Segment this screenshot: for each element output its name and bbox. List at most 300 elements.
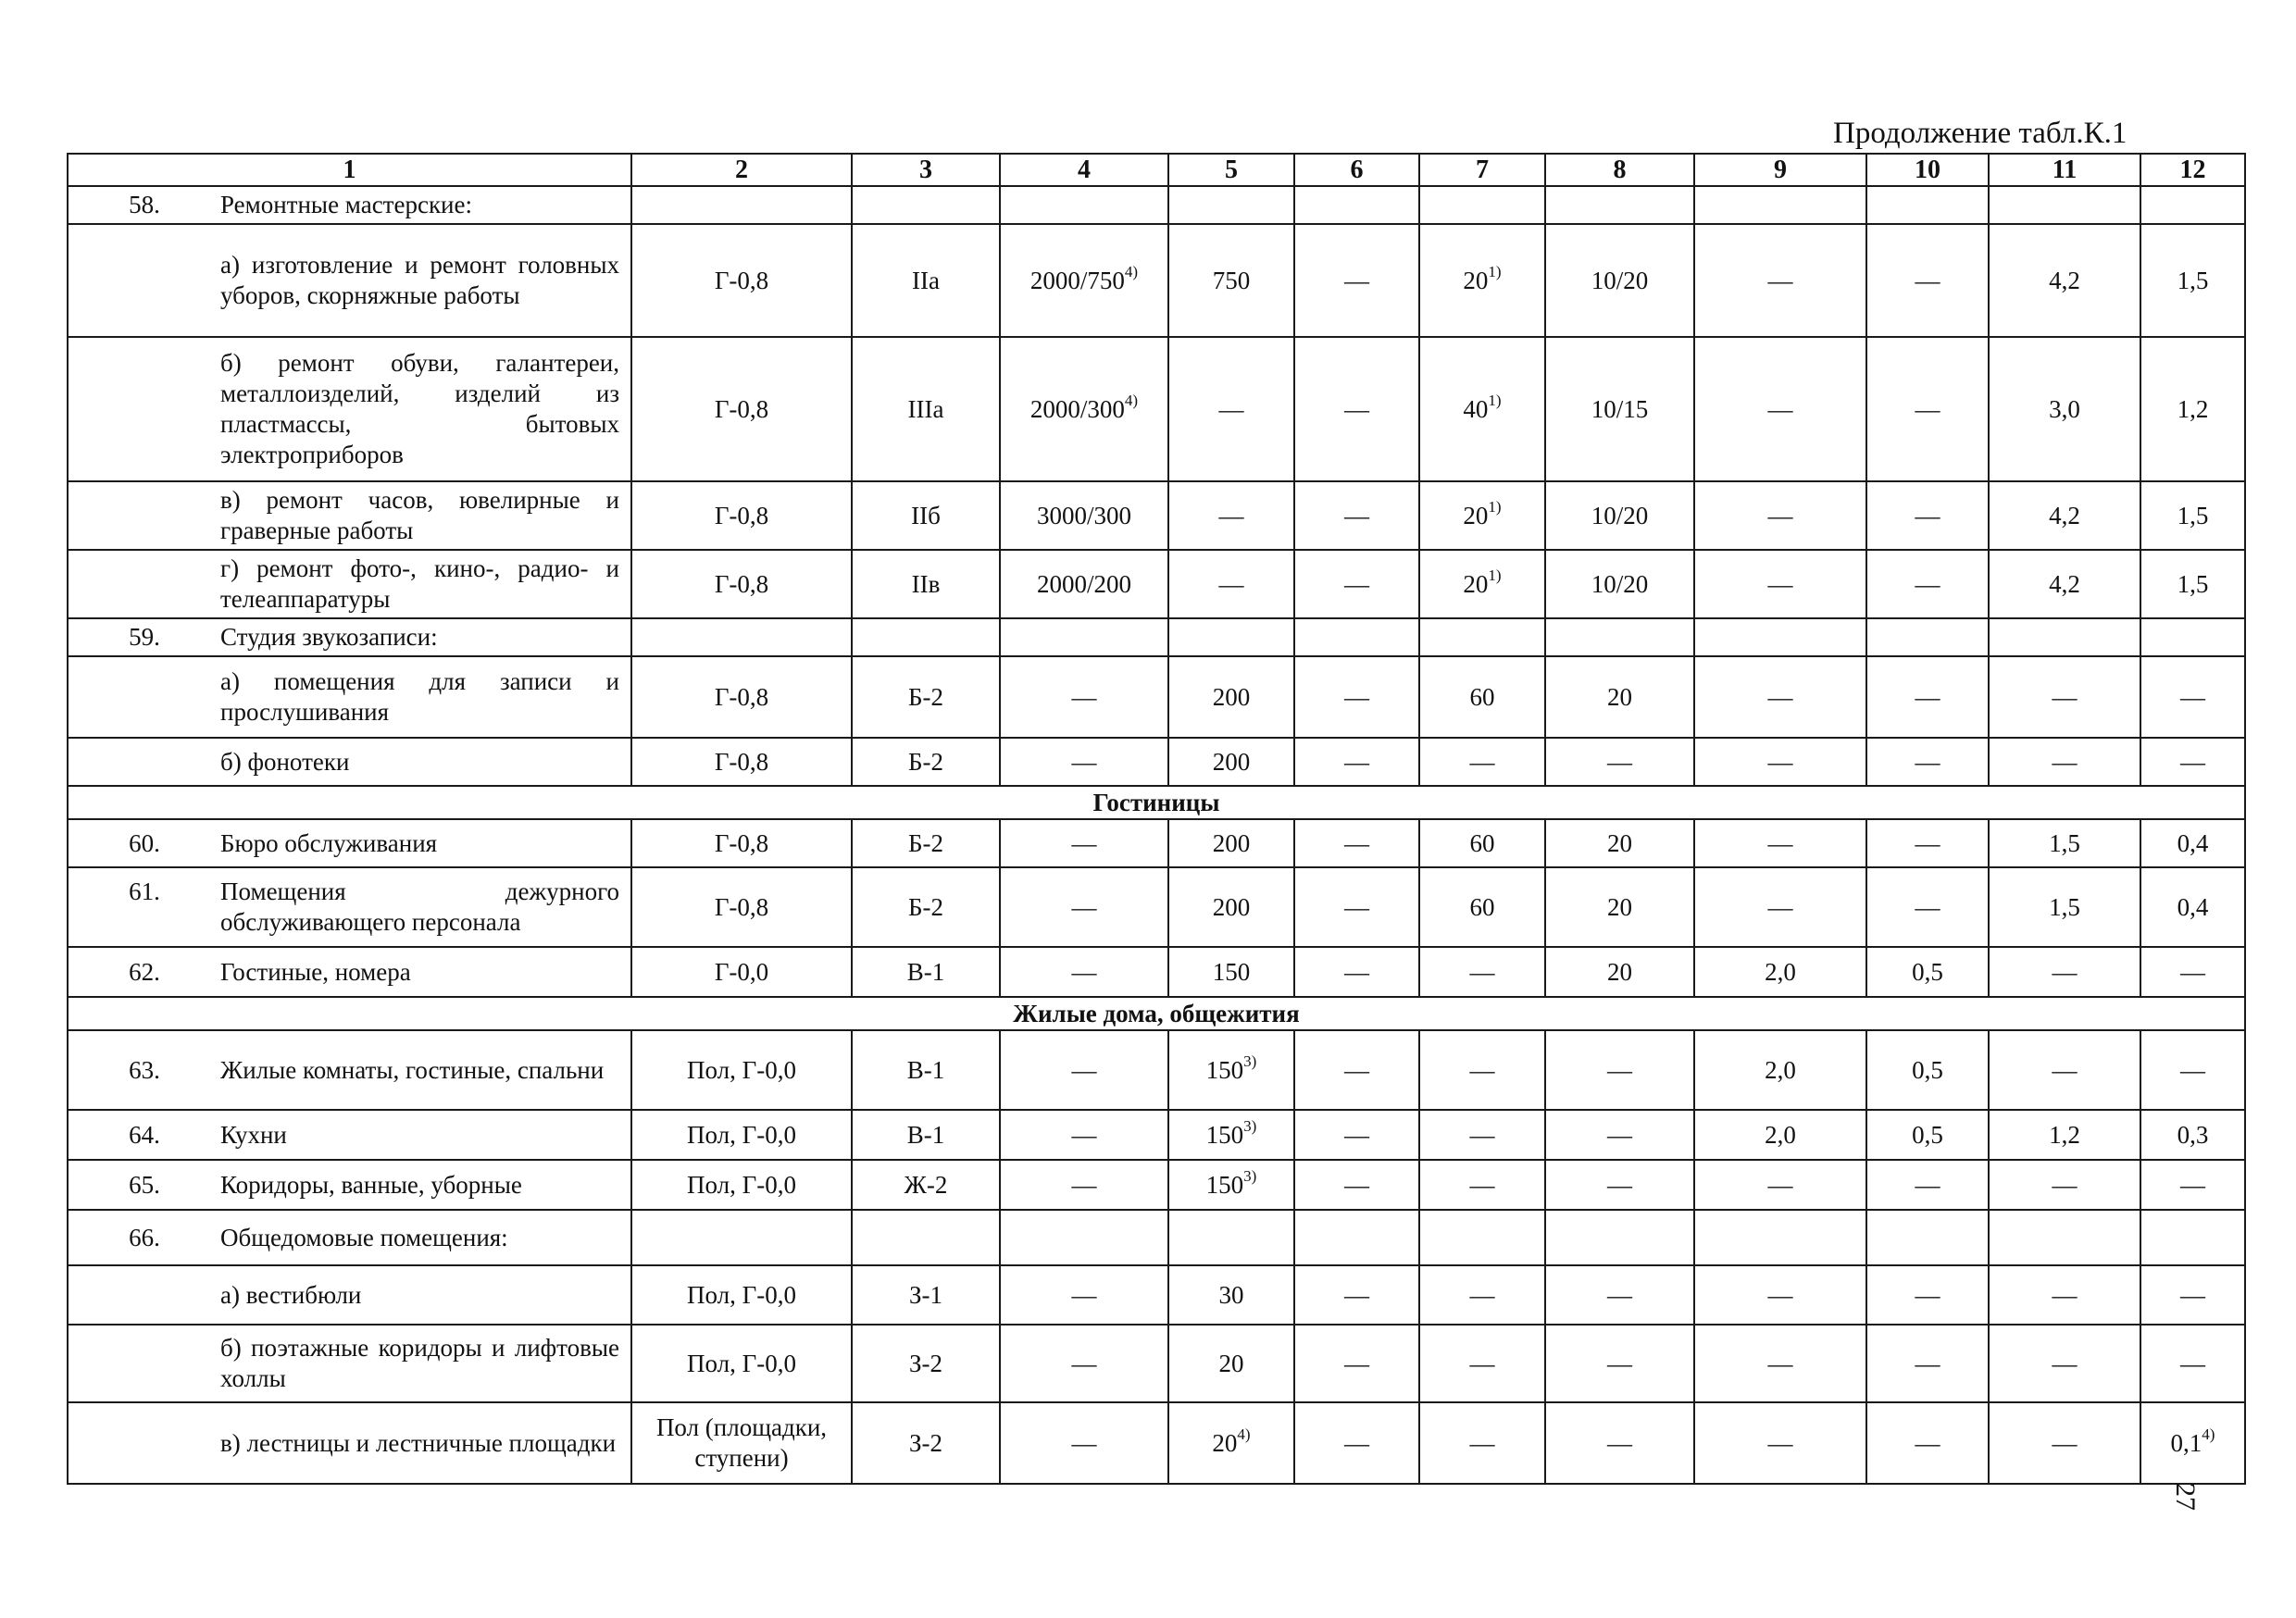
cell-value: IIб <box>911 501 941 529</box>
cell-value: — <box>2052 1428 2078 1457</box>
table-cell <box>1694 1265 1866 1325</box>
table-cell <box>1168 1402 1294 1484</box>
table-cell <box>2140 867 2245 947</box>
room-name: Жилые комнаты, гостиные, спальни <box>220 1055 605 1084</box>
table-cell <box>1168 1325 1294 1402</box>
column-header: 9 <box>1694 154 1866 186</box>
table-cell <box>1989 738 2140 786</box>
cell-value: Г-0,8 <box>714 682 769 711</box>
table-cell <box>1545 867 1694 947</box>
table-row <box>68 481 2245 550</box>
cell-value: — <box>2052 1349 2078 1377</box>
empty-cell <box>1866 1210 1989 1265</box>
cell-value: — <box>1767 1280 1793 1309</box>
cell-value: Г-0,8 <box>714 569 769 598</box>
cell-value: Пол, Г-0,0 <box>687 1280 796 1309</box>
cell-value: — <box>2052 1280 2078 1309</box>
cell-value: — <box>1344 1280 1369 1309</box>
table-cell <box>1294 337 1419 481</box>
section-header-row <box>68 997 2245 1030</box>
empty-cell <box>1419 618 1545 656</box>
table-cell <box>631 550 852 618</box>
group-row <box>68 1210 2245 1265</box>
cell-value: Пол, Г-0,0 <box>687 1120 796 1149</box>
table-cell <box>852 1110 1000 1160</box>
table-cell <box>1989 656 2140 738</box>
table-cell <box>1989 867 2140 947</box>
room-name: Ремонтные мастерские: <box>220 191 472 218</box>
table-cell <box>1294 1402 1419 1484</box>
table-cell <box>1545 1110 1694 1160</box>
table-cell <box>1694 337 1866 481</box>
empty-cell <box>631 186 852 224</box>
table-cell <box>1866 481 1989 550</box>
cell-value: — <box>1915 394 1940 423</box>
cell-value: — <box>1071 1120 1097 1149</box>
table-cell <box>1866 550 1989 618</box>
cell-value: — <box>2180 1055 2205 1084</box>
table-cell <box>1989 1110 2140 1160</box>
table-cell <box>1168 738 1294 786</box>
room-cell <box>68 947 631 997</box>
table-cell <box>1866 1325 1989 1402</box>
table-cell <box>1989 1265 2140 1325</box>
cell-value: — <box>1344 1170 1369 1199</box>
cell-value: — <box>1915 1170 1940 1199</box>
empty-cell <box>1866 618 1989 656</box>
table-cell <box>1000 1402 1168 1484</box>
cell-value: — <box>1344 1120 1369 1149</box>
cell-value: 3,0 <box>2049 394 2080 423</box>
table-cell <box>1419 1110 1545 1160</box>
table-cell <box>1294 1030 1419 1110</box>
cell-value: — <box>1071 828 1097 857</box>
column-header: 12 <box>2140 154 2245 186</box>
table-cell <box>1419 337 1545 481</box>
cell-value: — <box>1071 892 1097 921</box>
cell-value: 2,0 <box>1765 1055 1796 1084</box>
cell-value: — <box>1344 682 1369 711</box>
cell-value: — <box>1767 569 1793 598</box>
table-cell <box>1294 738 1419 786</box>
room-cell <box>68 1325 631 1402</box>
room-cell <box>68 1160 631 1210</box>
cell-value: — <box>1767 892 1793 921</box>
cell-value: 20 <box>1463 266 1489 294</box>
table-cell <box>631 1160 852 1210</box>
room-cell <box>68 656 631 738</box>
table-cell <box>2140 656 2245 738</box>
empty-cell <box>1866 186 1989 224</box>
cell-value: 2,0 <box>1765 957 1796 986</box>
table-cell <box>1419 1160 1545 1210</box>
cell-value: Б-2 <box>908 747 943 776</box>
table-cell <box>852 224 1000 337</box>
cell-value: З-2 <box>908 1349 943 1377</box>
cell-value: 20 <box>1607 957 1632 986</box>
table-cell <box>1545 1402 1694 1484</box>
column-header: 6 <box>1294 154 1419 186</box>
cell-value: — <box>1607 1055 1632 1084</box>
cell-value: 2000/200 <box>1036 569 1131 598</box>
table-cell <box>1000 867 1168 947</box>
cell-value: — <box>1915 1349 1940 1377</box>
empty-cell <box>1168 1210 1294 1265</box>
table-cell <box>1694 1402 1866 1484</box>
table-cell <box>2140 819 2245 867</box>
room-name: г) ремонт фото-, кино-, радио- и телеаппаратуры <box>220 554 619 613</box>
table-cell <box>1419 867 1545 947</box>
row-number: 64. <box>129 1120 160 1149</box>
cell-value: — <box>1071 682 1097 711</box>
room-cell <box>68 550 631 618</box>
cell-value: — <box>1767 747 1793 776</box>
room-cell <box>68 1402 631 1484</box>
empty-cell <box>1000 1210 1168 1265</box>
cell-value: — <box>1344 394 1369 423</box>
table-cell <box>1694 1325 1866 1402</box>
cell-value: 0,5 <box>1912 957 1943 986</box>
table-cell <box>1989 1402 2140 1484</box>
cell-value: 20 <box>1218 1349 1244 1377</box>
empty-cell <box>631 1210 852 1265</box>
room-name: б) ремонт обуви, галантереи, металлоизделий, изделий из пластмассы, бытовых электроприборов <box>220 349 619 468</box>
room-cell <box>68 867 631 947</box>
cell-value: — <box>2180 1170 2205 1199</box>
table-cell <box>852 1325 1000 1402</box>
cell-value: — <box>1218 394 1244 423</box>
table-cell <box>1694 1160 1866 1210</box>
empty-cell <box>1545 618 1694 656</box>
cell-value: — <box>1344 1428 1369 1457</box>
table-cell <box>1000 1030 1168 1110</box>
footnote-mark: 4) <box>2202 1425 2215 1443</box>
room-name: б) фонотеки <box>220 747 350 776</box>
table-cell <box>1866 1265 1989 1325</box>
cell-value: 10/15 <box>1591 394 1649 423</box>
cell-value: — <box>2052 1055 2078 1084</box>
table-cell <box>1000 1160 1168 1210</box>
room-name: б) поэтажные коридоры и лифтовые холлы <box>220 1334 619 1392</box>
cell-value: — <box>2180 1280 2205 1309</box>
table-cell <box>1294 1160 1419 1210</box>
room-name: а) изготовление и ремонт головных уборов, скорняжные работы <box>220 251 619 309</box>
room-name: в) ремонт часов, ювелирные и граверные работы <box>220 486 619 544</box>
table-cell <box>631 656 852 738</box>
table-cell <box>1545 224 1694 337</box>
table-cell <box>1294 481 1419 550</box>
data-table <box>67 153 2246 1485</box>
table-cell <box>1419 550 1545 618</box>
table-cell <box>1694 481 1866 550</box>
cell-value: 60 <box>1469 828 1495 857</box>
cell-value: Г-0,8 <box>714 828 769 857</box>
cell-value: 150 <box>1212 957 1251 986</box>
room-cell <box>68 738 631 786</box>
cell-value: 2,0 <box>1765 1120 1796 1149</box>
empty-cell <box>1168 618 1294 656</box>
cell-value: Г-0,8 <box>714 266 769 294</box>
cell-value: 200 <box>1212 682 1251 711</box>
cell-value: — <box>1915 569 1940 598</box>
table-cell <box>852 819 1000 867</box>
table-cell <box>631 1110 852 1160</box>
table-cell <box>2140 224 2245 337</box>
cell-value: — <box>1071 1428 1097 1457</box>
table-cell <box>2140 1402 2245 1484</box>
table-cell <box>631 1265 852 1325</box>
table-cell <box>1989 819 2140 867</box>
cell-value: 1,2 <box>2177 394 2209 423</box>
cell-value: — <box>1915 501 1940 529</box>
cell-value: Б-2 <box>908 682 943 711</box>
cell-value: — <box>1767 501 1793 529</box>
cell-value: — <box>1767 1170 1793 1199</box>
row-number: 60. <box>129 828 160 857</box>
table-row <box>68 1265 2245 1325</box>
footnote-mark: 4) <box>1124 391 1139 409</box>
cell-value: 10/20 <box>1591 501 1649 529</box>
cell-value: — <box>1915 828 1940 857</box>
table-cell <box>2140 1160 2245 1210</box>
cell-value: Пол, Г-0,0 <box>687 1170 796 1199</box>
table-cell <box>2140 550 2245 618</box>
room-cell <box>68 1265 631 1325</box>
cell-value: — <box>1915 1428 1940 1457</box>
table-cell <box>1989 224 2140 337</box>
table-cell <box>2140 337 2245 481</box>
cell-value: 3000/300 <box>1036 501 1131 529</box>
table-cell <box>1694 1030 1866 1110</box>
cell-value: Г-0,0 <box>714 957 769 986</box>
column-header: 2 <box>631 154 852 186</box>
cell-value: — <box>1767 828 1793 857</box>
table-cell <box>1419 1265 1545 1325</box>
empty-cell <box>852 186 1000 224</box>
table-cell <box>1545 1030 1694 1110</box>
table-cell <box>1866 1030 1989 1110</box>
table-cell <box>1168 1160 1294 1210</box>
table-cell <box>2140 1030 2245 1110</box>
table-cell <box>1294 819 1419 867</box>
table-cell <box>631 337 852 481</box>
cell-value: 20 <box>1463 501 1489 529</box>
table-cell <box>1419 1030 1545 1110</box>
room-name: в) лестницы и лестничные площадки <box>220 1428 617 1457</box>
column-header: 10 <box>1866 154 1989 186</box>
cell-value: 750 <box>1212 266 1251 294</box>
table-cell <box>1866 819 1989 867</box>
table-cell <box>852 1160 1000 1210</box>
empty-cell <box>1294 1210 1419 1265</box>
footnote-mark: 4) <box>1124 262 1139 280</box>
cell-value: 40 <box>1463 394 1489 423</box>
table-cell <box>1000 481 1168 550</box>
cell-value: — <box>1218 569 1244 598</box>
table-cell <box>2140 1325 2245 1402</box>
table-cell <box>1294 224 1419 337</box>
table-cell <box>852 337 1000 481</box>
cell-value: Пол, Г-0,0 <box>687 1055 796 1084</box>
cell-value: — <box>1469 1280 1495 1309</box>
table-cell <box>1545 1265 1694 1325</box>
table-cell <box>1866 1110 1989 1160</box>
table-cell <box>1419 819 1545 867</box>
table-cell <box>1000 947 1168 997</box>
cell-value: 0,4 <box>2177 892 2209 921</box>
cell-value: 150 <box>1205 1170 1244 1199</box>
table-cell <box>1168 656 1294 738</box>
cell-value: — <box>1915 682 1940 711</box>
footnote-mark: 3) <box>1243 1116 1257 1135</box>
empty-cell <box>1294 618 1419 656</box>
cell-value: — <box>2052 682 2078 711</box>
cell-value: IIа <box>912 266 940 294</box>
cell-value: 10/20 <box>1591 266 1649 294</box>
table-cell <box>1989 947 2140 997</box>
table-cell <box>1419 1402 1545 1484</box>
empty-cell <box>1294 186 1419 224</box>
table-cell <box>1294 1265 1419 1325</box>
table-cell <box>1545 819 1694 867</box>
cell-value: 1,2 <box>2049 1120 2080 1149</box>
table-cell <box>1866 224 1989 337</box>
table-cell <box>631 947 852 997</box>
table-cell <box>631 1325 852 1402</box>
room-cell <box>68 1030 631 1110</box>
table-cell <box>1989 481 2140 550</box>
table-cell <box>1866 656 1989 738</box>
table-cell <box>631 224 852 337</box>
empty-cell <box>2140 186 2245 224</box>
table-cell <box>1000 819 1168 867</box>
cell-value: — <box>1607 1428 1632 1457</box>
room-name: Общедомовые помещения: <box>220 1223 508 1251</box>
footnote-mark: 4) <box>1237 1425 1251 1443</box>
row-number: 58. <box>129 191 160 218</box>
cell-value: 0,5 <box>1912 1120 1943 1149</box>
table-cell <box>1000 656 1168 738</box>
room-name: Коридоры, ванные, уборные <box>220 1170 522 1199</box>
table-cell <box>852 656 1000 738</box>
cell-value: 1,5 <box>2049 828 2080 857</box>
table-cell <box>1168 481 1294 550</box>
room-cell <box>68 1110 631 1160</box>
cell-value: В-1 <box>906 957 945 986</box>
table-cell <box>1866 1402 1989 1484</box>
footnote-mark: 1) <box>1488 262 1502 280</box>
cell-value: 1,5 <box>2049 892 2080 921</box>
table-cell <box>1989 337 2140 481</box>
cell-value: IIIа <box>907 394 944 423</box>
empty-cell <box>1694 618 1866 656</box>
footnote-mark: 1) <box>1488 566 1502 584</box>
table-cell <box>1866 337 1989 481</box>
cell-value: 0,3 <box>2177 1120 2209 1149</box>
table-cell <box>1866 738 1989 786</box>
cell-value: — <box>1607 747 1632 776</box>
cell-value: — <box>1469 1170 1495 1199</box>
cell-value: 60 <box>1469 892 1495 921</box>
page-number: 27 <box>2170 1483 2201 1511</box>
table-cell <box>1294 947 1419 997</box>
cell-value: 20 <box>1463 569 1489 598</box>
cell-value: — <box>2052 957 2078 986</box>
cell-value: — <box>1767 1349 1793 1377</box>
table-cell <box>2140 947 2245 997</box>
cell-value: — <box>1607 1280 1632 1309</box>
cell-value: — <box>1767 266 1793 294</box>
room-name: Помещения дежурного обслуживающего персонала <box>220 877 619 936</box>
row-number: 66. <box>129 1223 160 1251</box>
cell-value: 2000/300 <box>1029 394 1125 423</box>
cell-value: — <box>1344 892 1369 921</box>
cell-value: 1,5 <box>2177 266 2209 294</box>
table-cell <box>1294 867 1419 947</box>
table-cell <box>1545 738 1694 786</box>
table-cell <box>1168 224 1294 337</box>
section-title: Жилые дома, общежития <box>68 997 2245 1030</box>
table-cell <box>1545 1160 1694 1210</box>
section-title: Гостиницы <box>68 786 2245 819</box>
cell-value: — <box>1071 957 1097 986</box>
section-header-row <box>68 786 2245 819</box>
cell-value: — <box>1344 501 1369 529</box>
cell-value: 1,5 <box>2177 501 2209 529</box>
table-cell <box>2140 481 2245 550</box>
column-header: 5 <box>1168 154 1294 186</box>
table-caption: Продолжение табл.К.1 <box>1833 117 2128 150</box>
cell-value: 150 <box>1205 1055 1244 1084</box>
room-name: Гостиные, номера <box>220 957 411 986</box>
cell-value: В-1 <box>906 1055 945 1084</box>
table-cell <box>631 481 852 550</box>
table-cell <box>1168 550 1294 618</box>
table-cell <box>631 1402 852 1484</box>
cell-value: 4,2 <box>2049 569 2080 598</box>
table-row <box>68 224 2245 337</box>
table-cell <box>1168 867 1294 947</box>
table-cell <box>2140 738 2245 786</box>
cell-value: — <box>1607 1349 1632 1377</box>
cell-value: Б-2 <box>908 892 943 921</box>
room-cell <box>68 337 631 481</box>
cell-value: — <box>1469 1349 1495 1377</box>
room-cell <box>68 186 631 224</box>
room-cell <box>68 819 631 867</box>
cell-value: Г-0,8 <box>714 501 769 529</box>
cell-value: В-1 <box>906 1120 945 1149</box>
table-cell <box>1694 656 1866 738</box>
empty-cell <box>1419 1210 1545 1265</box>
cell-value: — <box>1071 1280 1097 1309</box>
empty-cell <box>1989 186 2140 224</box>
table-cell <box>1989 550 2140 618</box>
table-cell <box>1694 224 1866 337</box>
table-cell <box>1168 947 1294 997</box>
cell-value: — <box>1071 1055 1097 1084</box>
table-cell <box>1168 1265 1294 1325</box>
cell-value: — <box>1344 957 1369 986</box>
cell-value: — <box>1344 266 1369 294</box>
table-cell <box>1168 337 1294 481</box>
cell-value: — <box>2180 957 2205 986</box>
empty-cell <box>1168 186 1294 224</box>
table-cell <box>1694 819 1866 867</box>
empty-cell <box>1545 1210 1694 1265</box>
table-cell <box>1000 1325 1168 1402</box>
table-cell <box>1168 1030 1294 1110</box>
